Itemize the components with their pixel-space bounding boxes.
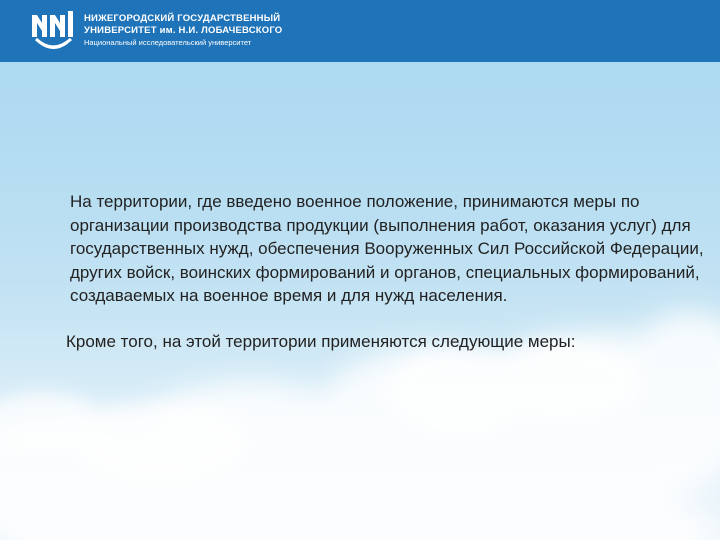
university-name	[84, 13, 282, 48]
unn-logo-icon	[30, 9, 76, 53]
body-paragraph-2: Кроме того, на этой территории применяются следующие меры:	[66, 331, 576, 351]
header-bar	[0, 0, 720, 62]
university-name-line1: НИЖЕГОРОДСКИЙ ГОСУДАРСТВЕННЫЙ	[84, 13, 281, 24]
body-paragraph-1: На территории, где введено военное положение, принимаются меры по организации производства продукции (выполнения работ, оказания услуг) для государственных нужд, обеспечения Вооруженных Сил Российской Федерации, других войск, воинских формирований и органов, специальных формирований, создаваемых на военное время и для нужд населения.	[70, 192, 704, 305]
university-name-line2: УНИВЕРСИТЕТ им. Н.И. ЛОБАЧЕВСКОГО	[84, 25, 283, 36]
university-subtitle: Национальный исследовательский университет	[84, 38, 252, 47]
slide-content	[64, 190, 704, 353]
